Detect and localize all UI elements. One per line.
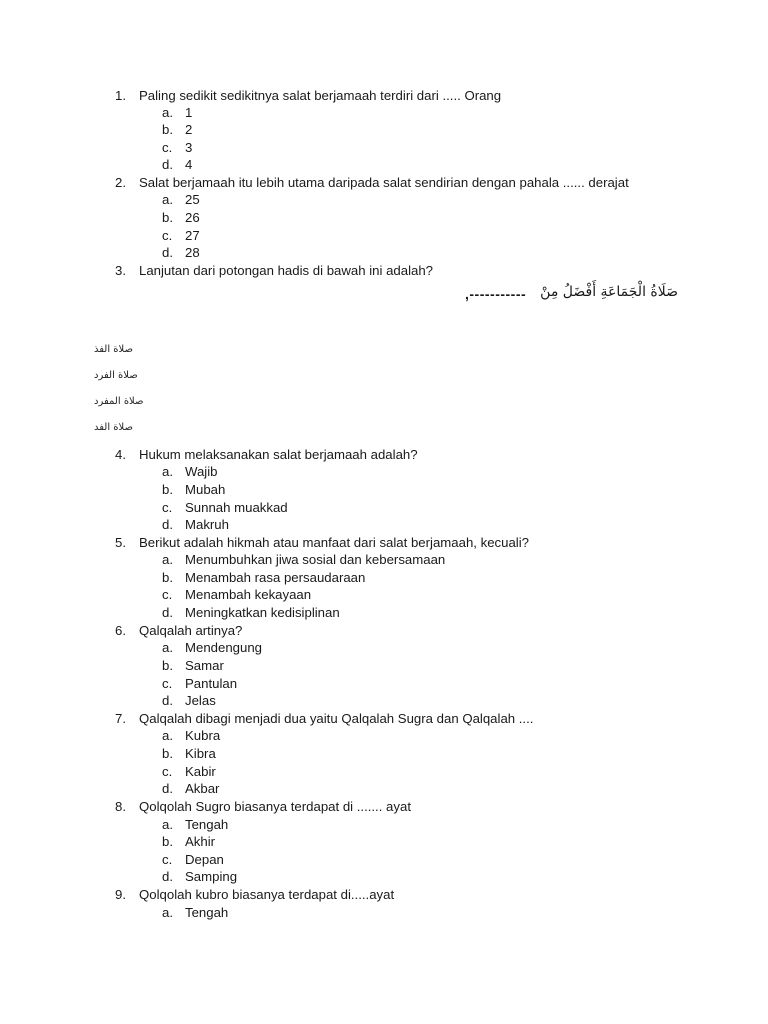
- question-4-option-d-letter: d.: [162, 517, 173, 532]
- question-4-option-d: Makruh: [185, 517, 229, 532]
- question-8-option-a-letter: a.: [162, 817, 173, 832]
- question-5-option-b-letter: b.: [162, 570, 173, 585]
- question-6-option-d: Jelas: [185, 693, 216, 708]
- answer-choice-3: صلاة المفرد: [94, 396, 144, 407]
- answer-choice-2: صلاة الفرد: [94, 370, 138, 381]
- question-1-option-d-letter: d.: [162, 157, 173, 172]
- answer-choice-1: صلاة الفذ: [94, 344, 134, 355]
- question-1-option-b: 2: [185, 122, 193, 137]
- question-6-option-b: Samar: [185, 658, 224, 673]
- question-6-option-a: Mendengung: [185, 640, 262, 655]
- question-1-option-c: 3: [185, 140, 193, 155]
- question-2-option-a-letter: a.: [162, 192, 173, 207]
- question-3-number: 3.: [115, 263, 126, 278]
- question-8-option-c-letter: c.: [162, 852, 173, 867]
- hadith-fragment: صَلَاةُ الْجَمَاعَةِ أَفْضَلُ مِنْ: [540, 284, 678, 300]
- question-9-option-a: Tengah: [185, 905, 229, 920]
- question-6-option-c: Pantulan: [185, 676, 238, 691]
- question-1-option-a: 1: [185, 105, 193, 120]
- question-4-option-a-letter: a.: [162, 464, 173, 479]
- question-2-number: 2.: [115, 175, 126, 190]
- question-9-text: Qolqolah kubro biasanya terdapat di.....ayat: [139, 887, 395, 902]
- question-1-option-a-letter: a.: [162, 105, 173, 120]
- question-6-option-c-letter: c.: [162, 676, 173, 691]
- question-1-option-c-letter: c.: [162, 140, 173, 155]
- question-7-number: 7.: [115, 711, 126, 726]
- question-5-number: 5.: [115, 535, 126, 550]
- question-4-option-b: Mubah: [185, 482, 226, 497]
- question-5-text: Berikut adalah hikmah atau manfaat dari salat berjamaah, kecuali?: [139, 535, 529, 550]
- question-5-option-d-letter: d.: [162, 605, 173, 620]
- question-8-number: 8.: [115, 799, 126, 814]
- question-8-option-b: Akhir: [185, 834, 216, 849]
- question-1-option-d: 4: [185, 157, 193, 172]
- question-4-text: Hukum melaksanakan salat berjamaah adalah?: [139, 447, 418, 462]
- question-8-option-d-letter: d.: [162, 869, 173, 884]
- question-7-option-c-letter: c.: [162, 764, 173, 779]
- question-6-option-a-letter: a.: [162, 640, 173, 655]
- question-1-option-b-letter: b.: [162, 122, 173, 137]
- question-6-option-b-letter: b.: [162, 658, 173, 673]
- question-2-option-c-letter: c.: [162, 228, 173, 243]
- question-4-option-a: Wajib: [185, 464, 218, 479]
- question-1-number: 1.: [115, 88, 126, 103]
- question-5-option-a: Menumbuhkan jiwa sosial dan kebersamaan: [185, 552, 446, 567]
- question-4-option-b-letter: b.: [162, 482, 173, 497]
- question-2-option-b: 26: [185, 210, 200, 225]
- question-7-option-d-letter: d.: [162, 781, 173, 796]
- question-5-option-a-letter: a.: [162, 552, 173, 567]
- question-4-number: 4.: [115, 447, 126, 462]
- question-7-option-a: Kubra: [185, 728, 221, 743]
- question-1-text: Paling sedikit sedikitnya salat berjamaah terdiri dari ..... Orang: [139, 88, 502, 103]
- question-6-text: Qalqalah artinya?: [139, 623, 243, 638]
- question-2-text: Salat berjamaah itu lebih utama daripada salat sendirian dengan pahala ...... derajat: [139, 175, 629, 190]
- answer-choice-4: صلاة الفد: [94, 422, 134, 433]
- question-6-number: 6.: [115, 623, 126, 638]
- question-2-option-d: 28: [185, 245, 200, 260]
- question-7-option-d: Akbar: [185, 781, 220, 796]
- question-4-option-c: Sunnah muakkad: [185, 500, 288, 515]
- question-8-option-b-letter: b.: [162, 834, 173, 849]
- question-7-option-c: Kabir: [185, 764, 216, 779]
- question-9-number: 9.: [115, 887, 126, 902]
- question-5-option-c: Menambah kekayaan: [185, 587, 312, 602]
- question-8-text: Qolqolah Sugro biasanya terdapat di ....... ayat: [139, 799, 411, 814]
- question-8-option-d: Samping: [185, 869, 238, 884]
- question-5-option-c-letter: c.: [162, 587, 173, 602]
- question-8-option-a: Tengah: [185, 817, 229, 832]
- question-2-option-b-letter: b.: [162, 210, 173, 225]
- question-7-option-b-letter: b.: [162, 746, 173, 761]
- question-6-option-d-letter: d.: [162, 693, 173, 708]
- question-8-option-c: Depan: [185, 852, 224, 867]
- question-5-option-b: Menambah rasa persaudaraan: [185, 570, 366, 585]
- question-3-text: Lanjutan dari potongan hadis di bawah ini adalah?: [139, 263, 434, 278]
- question-7-text: Qalqalah dibagi menjadi dua yaitu Qalqalah Sugra dan Qalqalah ....: [139, 711, 534, 726]
- question-4-option-c-letter: c.: [162, 500, 173, 515]
- question-7-option-b: Kibra: [185, 746, 216, 761]
- hadith-blank: ,-----------: [465, 286, 527, 302]
- question-5-option-d: Meningkatkan kedisiplinan: [185, 605, 340, 620]
- question-7-option-a-letter: a.: [162, 728, 173, 743]
- question-9-option-a-letter: a.: [162, 905, 173, 920]
- question-2-option-a: 25: [185, 192, 200, 207]
- question-2-option-c: 27: [185, 228, 200, 243]
- question-2-option-d-letter: d.: [162, 245, 173, 260]
